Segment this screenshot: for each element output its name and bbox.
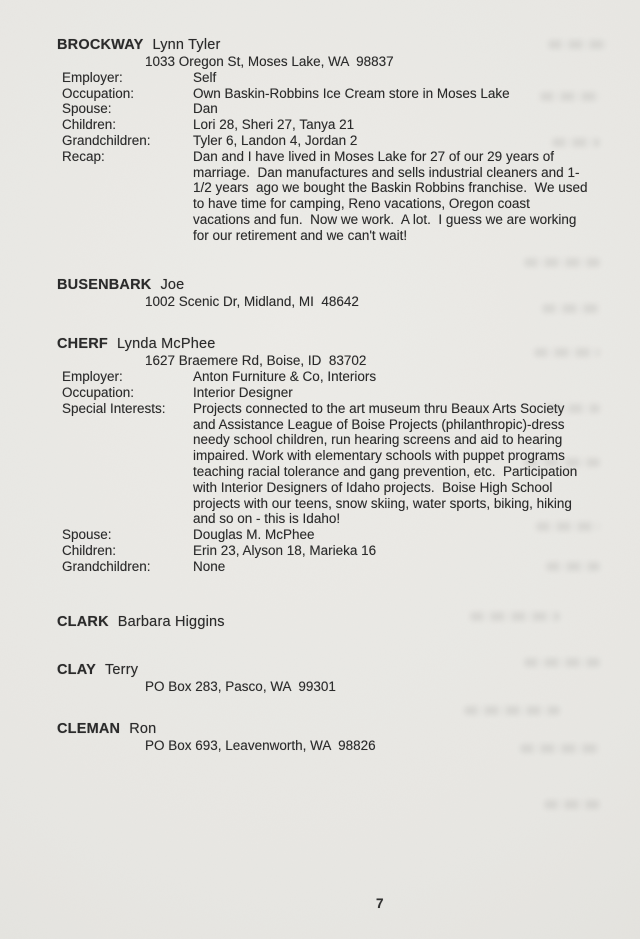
field-label: Children: bbox=[62, 542, 117, 558]
entry-address: 1002 Scenic Dr, Midland, MI 48642 bbox=[145, 293, 359, 309]
entry-address: PO Box 693, Leavenworth, WA 98826 bbox=[145, 738, 376, 754]
field-row bbox=[57, 559, 602, 575]
field-label: Occupation: bbox=[62, 85, 135, 101]
field-label: Spouse: bbox=[62, 101, 112, 117]
field-value: Projects connected to the art museum thru Beaux Arts Society and Assistance League of Boise Projects (philanthropic)-dress needy school children, run hearing screens and aid to hearing impaired. Work with elementary schools with puppet programs teaching racial tolerance and gang prevention, etc. Participation with Interior Designers of Idaho projects. Boise High School projects with our teens, snow skiing, water sports, biking, hiking and so on - this is Idaho! bbox=[193, 400, 582, 527]
entry-address: 1033 Oregon St, Moses Lake, WA 98837 bbox=[145, 54, 394, 69]
field-row bbox=[57, 543, 602, 559]
entry-name bbox=[57, 662, 602, 679]
entry-firstname: Lynn Tyler bbox=[152, 37, 221, 53]
field-row bbox=[57, 527, 602, 543]
field-value: Erin 23, Alyson 18, Marieka 16 bbox=[193, 542, 377, 558]
page-number: 7 bbox=[376, 896, 384, 911]
entry-firstname: Joe bbox=[160, 276, 185, 293]
directory-entry-clark bbox=[57, 614, 602, 631]
field-label: Recap: bbox=[62, 148, 105, 164]
field-row bbox=[57, 70, 602, 86]
entry-firstname: Ron bbox=[129, 721, 157, 738]
field-label: Children: bbox=[62, 117, 117, 133]
directory-entry-cleman bbox=[57, 721, 602, 754]
field-value: Own Baskin-Robbins Ice Cream store in Moses Lake bbox=[193, 85, 510, 101]
field-value: Dan and I have lived in Moses Lake for 27 of our 29 years of marriage. Dan manufactures and sells industrial cleaners and 1-1/2 years ago we bought the Baskin Robbins franchise. We used to have time for camping, Reno vacations, Oregon coast vacations and fun. Now we work. A lot. I guess we are working for our retirement and we can't wait! bbox=[193, 148, 592, 243]
field-label: Grandchildren: bbox=[62, 558, 151, 574]
field-label: Employer: bbox=[62, 69, 123, 85]
field-row bbox=[57, 86, 602, 102]
entry-address: PO Box 283, Pasco, WA 99301 bbox=[145, 678, 336, 694]
field-label: Special Interests: bbox=[62, 400, 166, 416]
entry-surname: CHERF bbox=[57, 336, 108, 353]
entry-name bbox=[57, 336, 602, 353]
entry-address: 1627 Braemere Rd, Boise, ID 83702 bbox=[145, 353, 367, 369]
entry-surname: BUSENBARK bbox=[57, 276, 152, 293]
field-value: Dan bbox=[193, 101, 218, 117]
field-value: Douglas M. McPhee bbox=[193, 527, 315, 543]
entry-name bbox=[57, 277, 602, 294]
page-content bbox=[57, 37, 602, 754]
bleedthrough-smudge bbox=[544, 800, 600, 809]
field-row bbox=[57, 101, 602, 117]
entry-firstname: Terry bbox=[104, 661, 139, 678]
directory-entry-busenbark bbox=[57, 277, 602, 310]
directory-entry-brockway bbox=[57, 37, 602, 244]
field-row bbox=[57, 117, 602, 133]
field-row bbox=[57, 385, 602, 401]
field-value: Lori 28, Sheri 27, Tanya 21 bbox=[193, 117, 355, 133]
entry-surname: BROCKWAY bbox=[57, 37, 144, 53]
field-label: Occupation: bbox=[62, 384, 135, 400]
field-label: Employer: bbox=[62, 369, 123, 385]
entry-surname: CLARK bbox=[57, 613, 109, 630]
field-row bbox=[57, 149, 602, 244]
field-row bbox=[57, 369, 602, 385]
entry-name bbox=[57, 614, 602, 631]
field-value: Anton Furniture & Co, Interiors bbox=[193, 369, 377, 385]
entry-name bbox=[57, 37, 602, 54]
entry-surname: CLEMAN bbox=[57, 721, 121, 738]
entry-surname: CLAY bbox=[57, 661, 96, 678]
entry-name bbox=[57, 721, 602, 738]
field-value: None bbox=[193, 558, 226, 574]
directory-entry-clay bbox=[57, 662, 602, 695]
entry-firstname: Barbara Higgins bbox=[117, 613, 225, 630]
entry-firstname: Lynda McPhee bbox=[116, 336, 216, 353]
field-row bbox=[57, 133, 602, 149]
field-value: Tyler 6, Landon 4, Jordan 2 bbox=[193, 132, 358, 148]
field-row bbox=[57, 401, 602, 527]
field-value: Interior Designer bbox=[193, 384, 293, 400]
field-label: Grandchildren: bbox=[62, 132, 151, 148]
field-value: Self bbox=[193, 69, 217, 85]
directory-entry-cherf bbox=[57, 336, 602, 574]
field-label: Spouse: bbox=[62, 527, 112, 543]
